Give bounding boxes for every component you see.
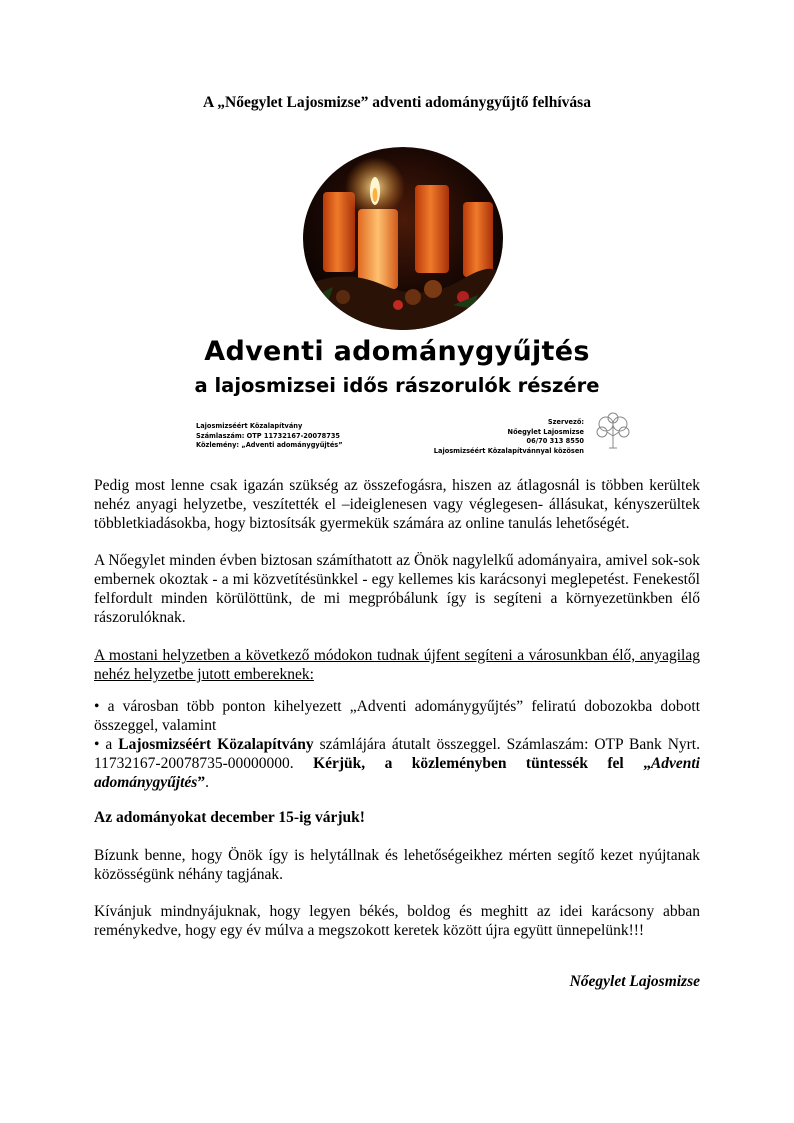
organizer-line: Nőegylet Lajosmizse bbox=[507, 427, 584, 436]
bullet-text: . bbox=[205, 774, 209, 791]
bullet-text: • a bbox=[94, 736, 119, 753]
paragraph-text: Kívánjuk mindnyájuknak, hogy legyen békés, boldog és meghitt az idei karácsony abban reménykedve, hogy egy év múlva a megszokott keretek között újra együtt ünnepelünk!!! bbox=[94, 903, 700, 939]
bullet-item: • a városban több ponton kihelyezett „Adventi adománygyűjtés” feliratú dobozokba dobott összeggel, valamint bbox=[94, 698, 700, 734]
paragraph-text: Bízunk benne, hogy Önök így is helytállnak és lehetőségeikhez mérten segítő kezet nyújtanak közösségünk néhány tagjának. bbox=[94, 847, 700, 883]
organizer-line: 06/70 313 8550 bbox=[526, 437, 584, 445]
poster-heading: Adventi adománygyűjtés bbox=[204, 336, 590, 367]
bullet-text: számlájára átutalt összeggel. Számlaszám: OTP Bank Nyrt. 11732167-20078735-00000000. bbox=[94, 736, 700, 772]
paragraph bbox=[94, 846, 700, 884]
request-reference: Adventi adománygyűjtés bbox=[94, 755, 700, 791]
paragraph-text: A Nőegylet minden évben biztosan számíthatott az Önök nagylelkű adományaira, amivel sok-sok embernek okoztak - a mi közvetítésünkkel - egy kellemes kis karácsonyi meglepetést. Fenekestől felfordult minden körülöttünk, de mi megpróbálunk így is segíteni a környezetünkben élő rászorulóknak. bbox=[94, 552, 700, 626]
paragraph bbox=[94, 646, 700, 684]
bank-info bbox=[196, 422, 343, 451]
bullet-list bbox=[94, 697, 700, 792]
candles-illustration bbox=[303, 147, 503, 330]
deadline-note: Az adományokat december 15-ig várjuk! bbox=[94, 809, 365, 826]
paragraph bbox=[94, 551, 700, 627]
bullet-item bbox=[94, 735, 700, 792]
paragraph-text: Pedig most lenne csak igazán szükség az összefogásra, hiszen az átlagosnál is többen kerültek nehéz anyagi helyzetbe, veszítették el –ideiglenesen vagy véglegesen- állásukat, kényszerültek többletkiadásokba, hogy biztosítsák gyermekük számára az online tanulás lehetőségét. bbox=[94, 477, 700, 532]
organizer-line: Lajosmizséért Közalapítvánnyal közösen bbox=[433, 446, 584, 455]
underlined-paragraph: A mostani helyzetben a következő módokon tudnak újfent segíteni a városunkban élő, anyagilag nehéz helyzetbe jutott embereknek: bbox=[94, 647, 700, 683]
foundation-name: Lajosmizséért Közalapítvány bbox=[118, 736, 314, 753]
paragraph bbox=[94, 902, 700, 940]
organizer-line: Szervező: bbox=[547, 418, 584, 426]
bank-line: Számlaszám: OTP 11732167-20078735 bbox=[196, 431, 341, 440]
signature: Nőegylet Lajosmizse bbox=[569, 973, 700, 990]
bank-line: Lajosmizséért Közalapítvány bbox=[196, 422, 303, 430]
poster-subheading: a lajosmizsei idős rászorulók részére bbox=[194, 374, 600, 397]
request-text: Kérjük, a közleményben tüntessék fel „ bbox=[313, 755, 651, 772]
bank-line: Közlemény: „Adventi adománygyűjtés” bbox=[196, 441, 343, 449]
page-title: A „Nőegylet Lajosmizse” adventi adománygyűjtő felhívása bbox=[203, 94, 591, 111]
request-quote: ” bbox=[197, 774, 206, 791]
paragraph bbox=[94, 476, 700, 533]
tree-logo-icon bbox=[592, 412, 634, 452]
advent-candles-image bbox=[303, 147, 503, 330]
